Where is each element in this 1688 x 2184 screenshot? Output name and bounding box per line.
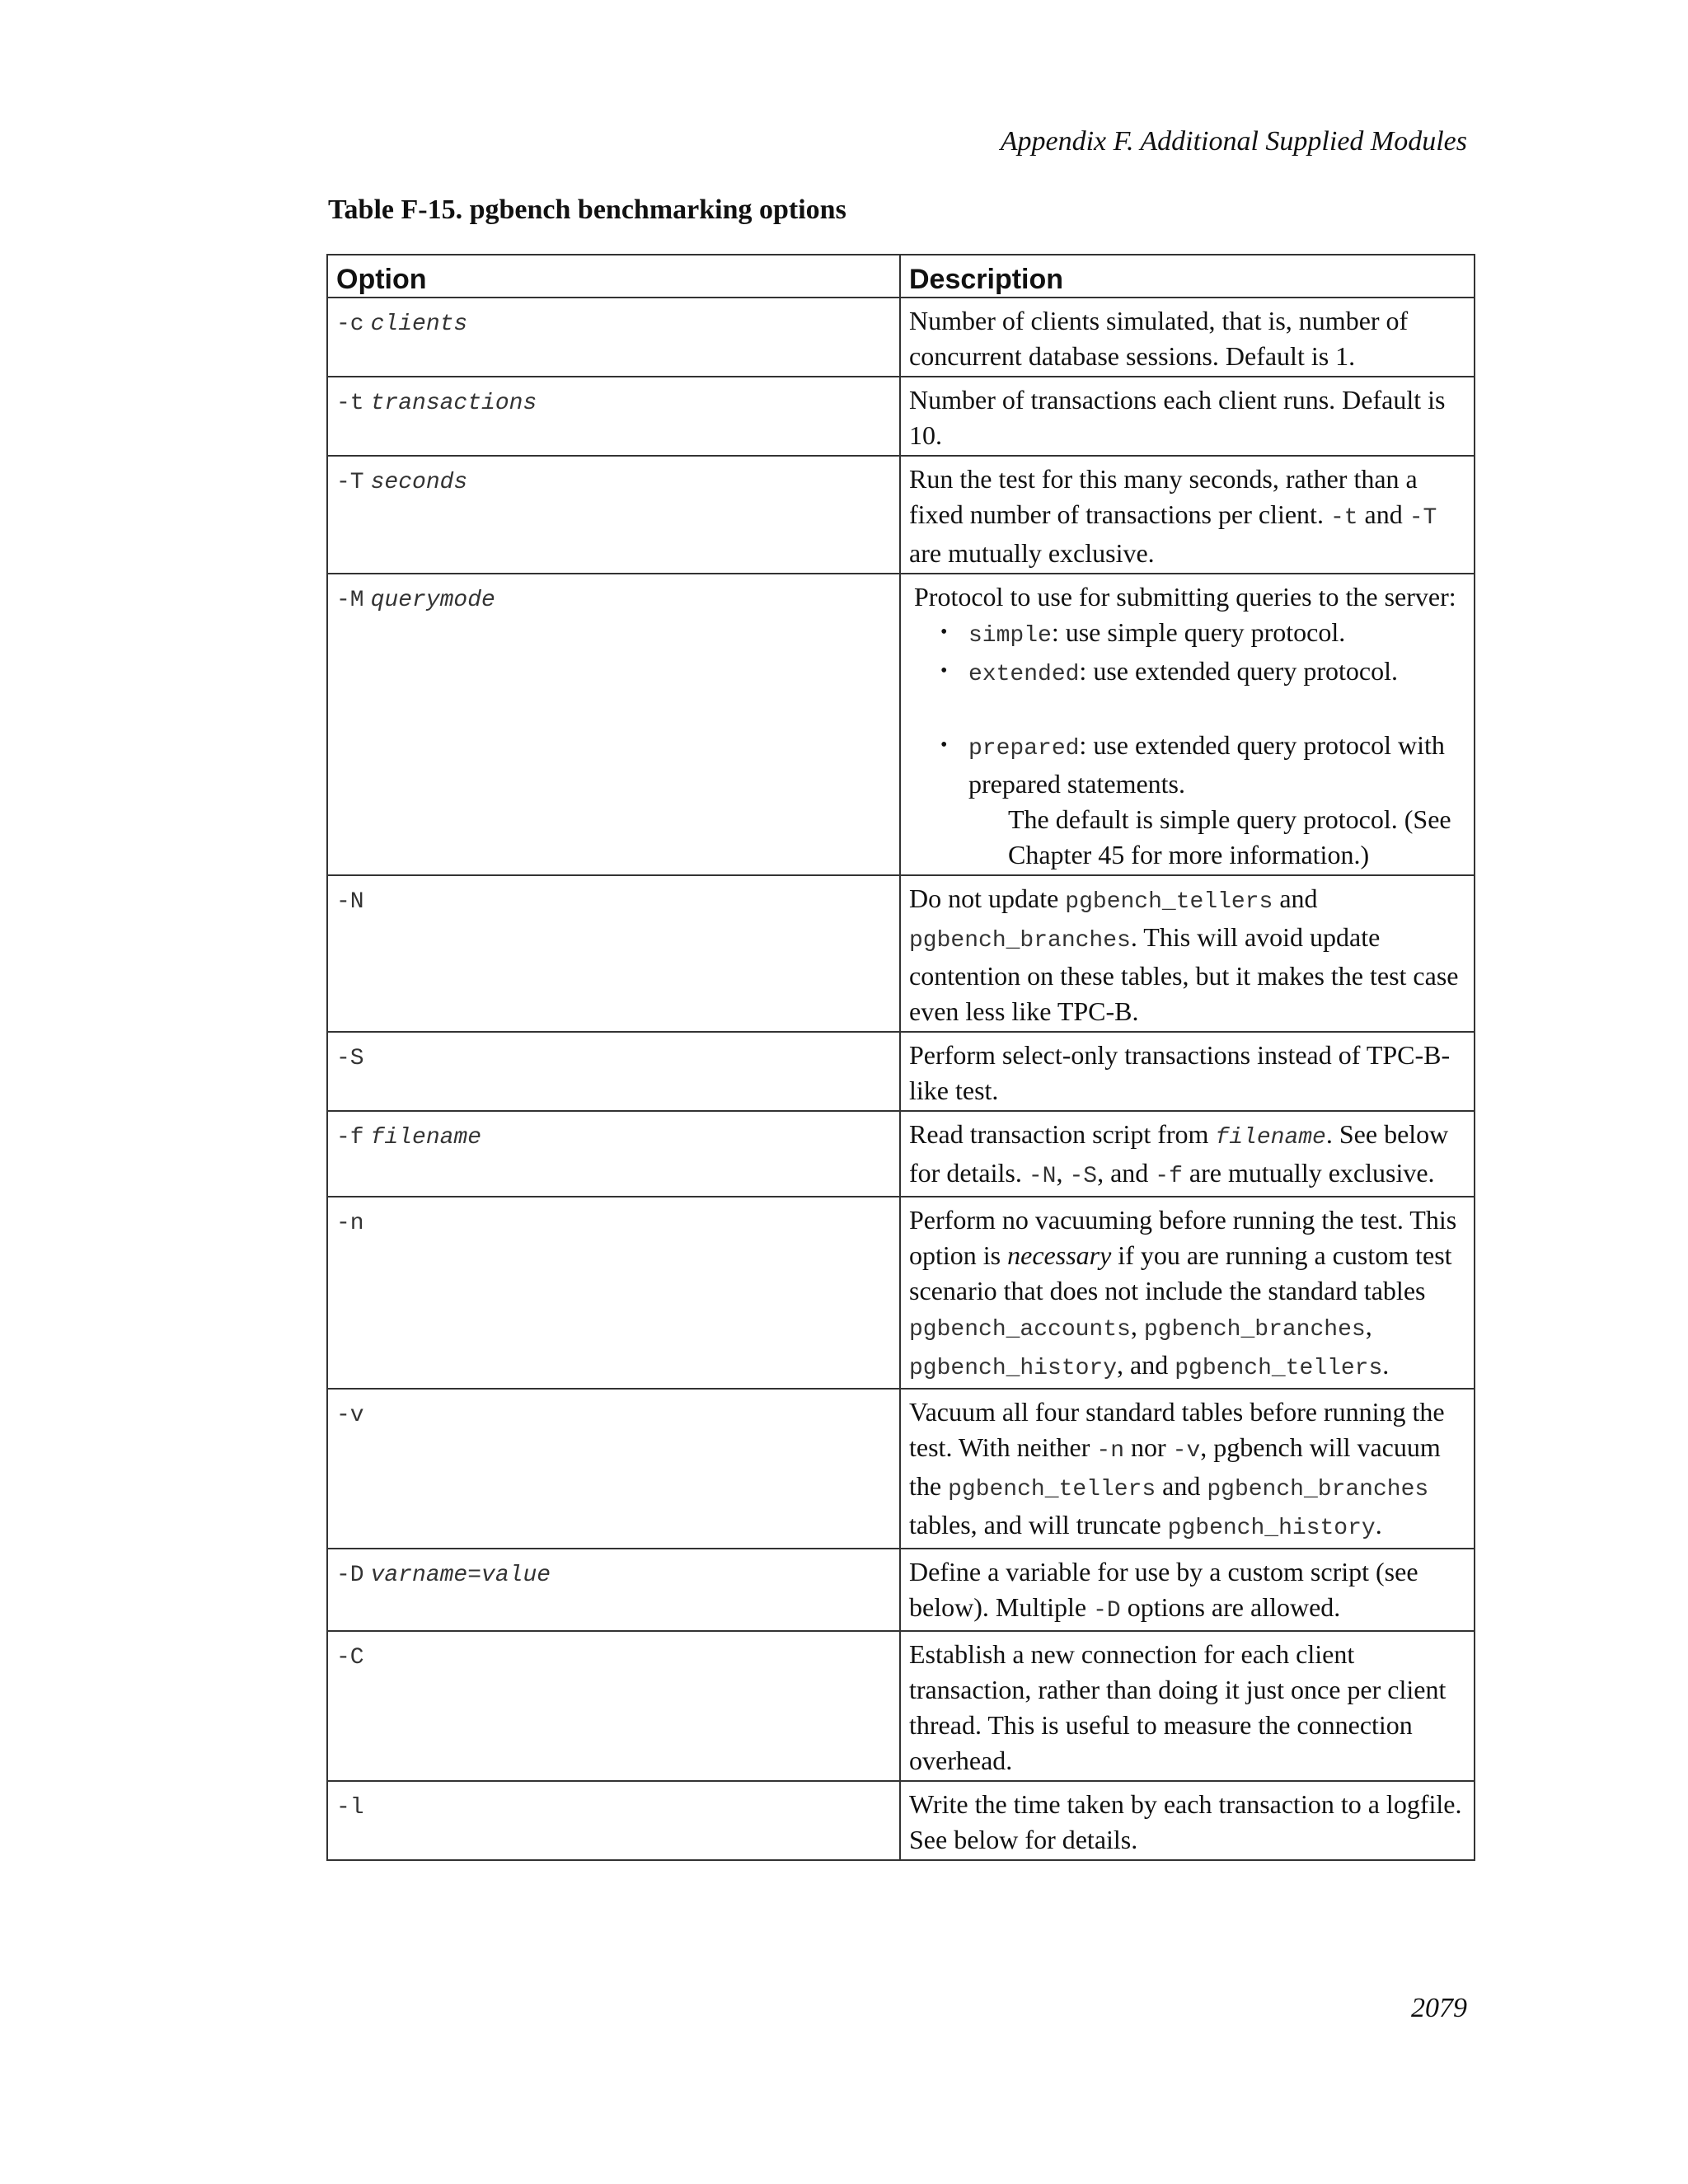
description-cell <box>900 1389 1475 1549</box>
inline-code: -f <box>1155 1164 1183 1189</box>
option-cell <box>327 1781 900 1860</box>
description-text: Number of transactions each client runs. Default is 10. <box>909 385 1446 450</box>
text-fragment: . This will avoid update contention on these tables, but it makes the test case even less like TPC-B. <box>909 922 1459 1026</box>
text-fragment: Perform no vacuuming before running the test. This option is <box>909 1205 1457 1270</box>
option-cell <box>327 1389 900 1549</box>
description-text <box>909 1554 1467 1629</box>
option-flag: -S <box>336 1046 364 1071</box>
description-cell <box>900 298 1475 377</box>
description-text: Establish a new connection for each client transaction, rather than doing it just once per client thread. This is useful to measure the connection overhead. <box>909 1639 1447 1775</box>
list-item <box>909 615 1467 654</box>
text-fragment: , and <box>1097 1158 1149 1188</box>
options-table <box>326 254 1475 1861</box>
option-flag: -T <box>336 470 364 495</box>
option-cell <box>327 456 900 574</box>
inline-code: pgbench_tellers <box>948 1477 1156 1502</box>
text-fragment: , <box>1365 1311 1372 1341</box>
text-fragment: . <box>1382 1350 1390 1380</box>
option-flag: -f <box>336 1125 364 1151</box>
table-title: Table F-15. pgbench benchmarking options <box>328 194 846 225</box>
description-cell <box>900 574 1475 875</box>
table-row <box>327 875 1475 1032</box>
description-note: The default is simple query protocol. (See Chapter 45 for more information.) <box>1008 804 1451 869</box>
option-arg: querymode <box>370 588 495 613</box>
description-text <box>909 881 1467 1029</box>
option-arg: filename <box>370 1125 482 1151</box>
page-number: 2079 <box>1411 1993 1467 2023</box>
inline-code: pgbench_history <box>909 1356 1118 1381</box>
table-row <box>327 377 1475 456</box>
text-fragment: . <box>1375 1510 1382 1540</box>
option-cell <box>327 875 900 1032</box>
text-fragment: , <box>1130 1311 1137 1341</box>
option-flag: -t <box>336 391 364 416</box>
inline-code: -N <box>1028 1164 1057 1189</box>
option-cell <box>327 1111 900 1197</box>
inline-code: prepared <box>968 736 1080 762</box>
description-text <box>909 1117 1467 1194</box>
querymode-list <box>909 615 1467 692</box>
option-arg: transactions <box>370 391 537 416</box>
description-text: Write the time taken by each transaction to a logfile. See below for details. <box>909 1789 1462 1854</box>
table-row <box>327 1549 1475 1631</box>
table-row <box>327 1781 1475 1860</box>
option-flag: -N <box>336 889 364 915</box>
inline-code: -t <box>1329 505 1358 531</box>
text-fragment: are mutually exclusive. <box>909 538 1155 568</box>
column-header-option: Option <box>327 255 900 298</box>
option-cell <box>327 377 900 456</box>
text-fragment: : use extended query protocol. <box>1079 656 1398 686</box>
text-fragment: , and <box>1117 1350 1169 1380</box>
description-text <box>909 462 1467 571</box>
inline-code: -n <box>1096 1438 1125 1464</box>
inline-code: -D <box>1093 1598 1121 1624</box>
inline-code: pgbench_branches <box>909 928 1131 954</box>
inline-code: pgbench_branches <box>1207 1477 1429 1502</box>
table-header-row <box>327 255 1475 298</box>
text-fragment: and <box>1279 883 1318 913</box>
text-fragment: Define a variable for use by a custom script (see below). Multiple <box>909 1557 1418 1622</box>
description-text: Number of clients simulated, that is, number of concurrent database sessions. Default is 1. <box>909 306 1409 371</box>
option-cell <box>327 574 900 875</box>
option-cell <box>327 1631 900 1781</box>
text-fragment: , <box>1056 1158 1063 1188</box>
option-flag: -D <box>336 1563 364 1588</box>
inline-code: extended <box>968 662 1080 687</box>
inline-code: -v <box>1172 1438 1201 1464</box>
text-fragment: and <box>1364 499 1403 529</box>
option-arg: seconds <box>370 470 468 495</box>
description-cell <box>900 1197 1475 1389</box>
text-fragment: , pgbench will vacuum the <box>909 1432 1441 1501</box>
option-cell <box>327 1549 900 1631</box>
text-fragment: Read transaction script from <box>909 1119 1209 1149</box>
option-arg: varname=value <box>370 1563 551 1588</box>
description-cell <box>900 456 1475 574</box>
table-row <box>327 456 1475 574</box>
text-fragment: if you are running a custom test scenario that does not include the standard tables <box>909 1240 1452 1305</box>
text-fragment: tables, and will truncate <box>909 1510 1161 1540</box>
description-cell <box>900 1111 1475 1197</box>
option-arg: clients <box>370 312 468 337</box>
text-fragment: are mutually exclusive. <box>1189 1158 1435 1188</box>
text-fragment: . See below for details. <box>909 1119 1449 1188</box>
list-item <box>909 728 1467 802</box>
option-cell <box>327 298 900 377</box>
inline-code: pgbench_history <box>1167 1516 1376 1541</box>
text-fragment: Run the test for this many seconds, rather than a fixed number of transactions per client. <box>909 464 1418 529</box>
description-cell <box>900 1549 1475 1631</box>
querymode-list <box>909 728 1467 802</box>
text-fragment: and <box>1162 1471 1201 1501</box>
option-cell <box>327 1032 900 1111</box>
description-text: Perform select-only transactions instead of TPC-B-like test. <box>909 1040 1451 1105</box>
emphasis-text: necessary <box>1007 1240 1112 1270</box>
table-row <box>327 1389 1475 1549</box>
inline-code: pgbench_tellers <box>1065 889 1273 915</box>
option-flag: -M <box>336 588 364 613</box>
inline-code: pgbench_accounts <box>909 1317 1131 1343</box>
text-fragment: options are allowed. <box>1127 1592 1341 1622</box>
text-fragment: : use simple query protocol. <box>1051 617 1346 647</box>
description-text <box>909 1202 1467 1386</box>
description-text: Protocol to use for submitting queries to the server: <box>914 582 1456 612</box>
description-cell <box>900 1631 1475 1781</box>
inline-code: pgbench_branches <box>1143 1317 1366 1343</box>
column-header-description: Description <box>900 255 1475 298</box>
description-cell <box>900 875 1475 1032</box>
option-flag: -c <box>336 312 364 337</box>
description-cell <box>900 1032 1475 1111</box>
table-row <box>327 1032 1475 1111</box>
table-row <box>327 298 1475 377</box>
text-fragment: : use extended query protocol with prepared statements. <box>968 730 1445 799</box>
inline-code: pgbench_tellers <box>1175 1356 1383 1381</box>
inline-code: -T <box>1409 505 1437 531</box>
option-flag: -C <box>336 1645 364 1671</box>
option-flag: -l <box>336 1795 364 1821</box>
inline-code: filename <box>1215 1125 1326 1151</box>
description-text <box>909 1394 1467 1546</box>
option-flag: -n <box>336 1211 364 1236</box>
description-cell <box>900 377 1475 456</box>
table-row <box>327 574 1475 875</box>
running-header: Appendix F. Additional Supplied Modules <box>1000 126 1467 157</box>
inline-code: simple <box>968 623 1052 649</box>
description-cell <box>900 1781 1475 1860</box>
option-cell <box>327 1197 900 1389</box>
text-fragment: nor <box>1131 1432 1166 1462</box>
table-row <box>327 1197 1475 1389</box>
text-fragment: Vacuum all four standard tables before running the test. With neither <box>909 1397 1445 1462</box>
table-row <box>327 1111 1475 1197</box>
list-item <box>909 654 1467 692</box>
text-fragment: Do not update <box>909 883 1059 913</box>
table-row <box>327 1631 1475 1781</box>
option-flag: -v <box>336 1403 364 1428</box>
inline-code: -S <box>1069 1164 1098 1189</box>
